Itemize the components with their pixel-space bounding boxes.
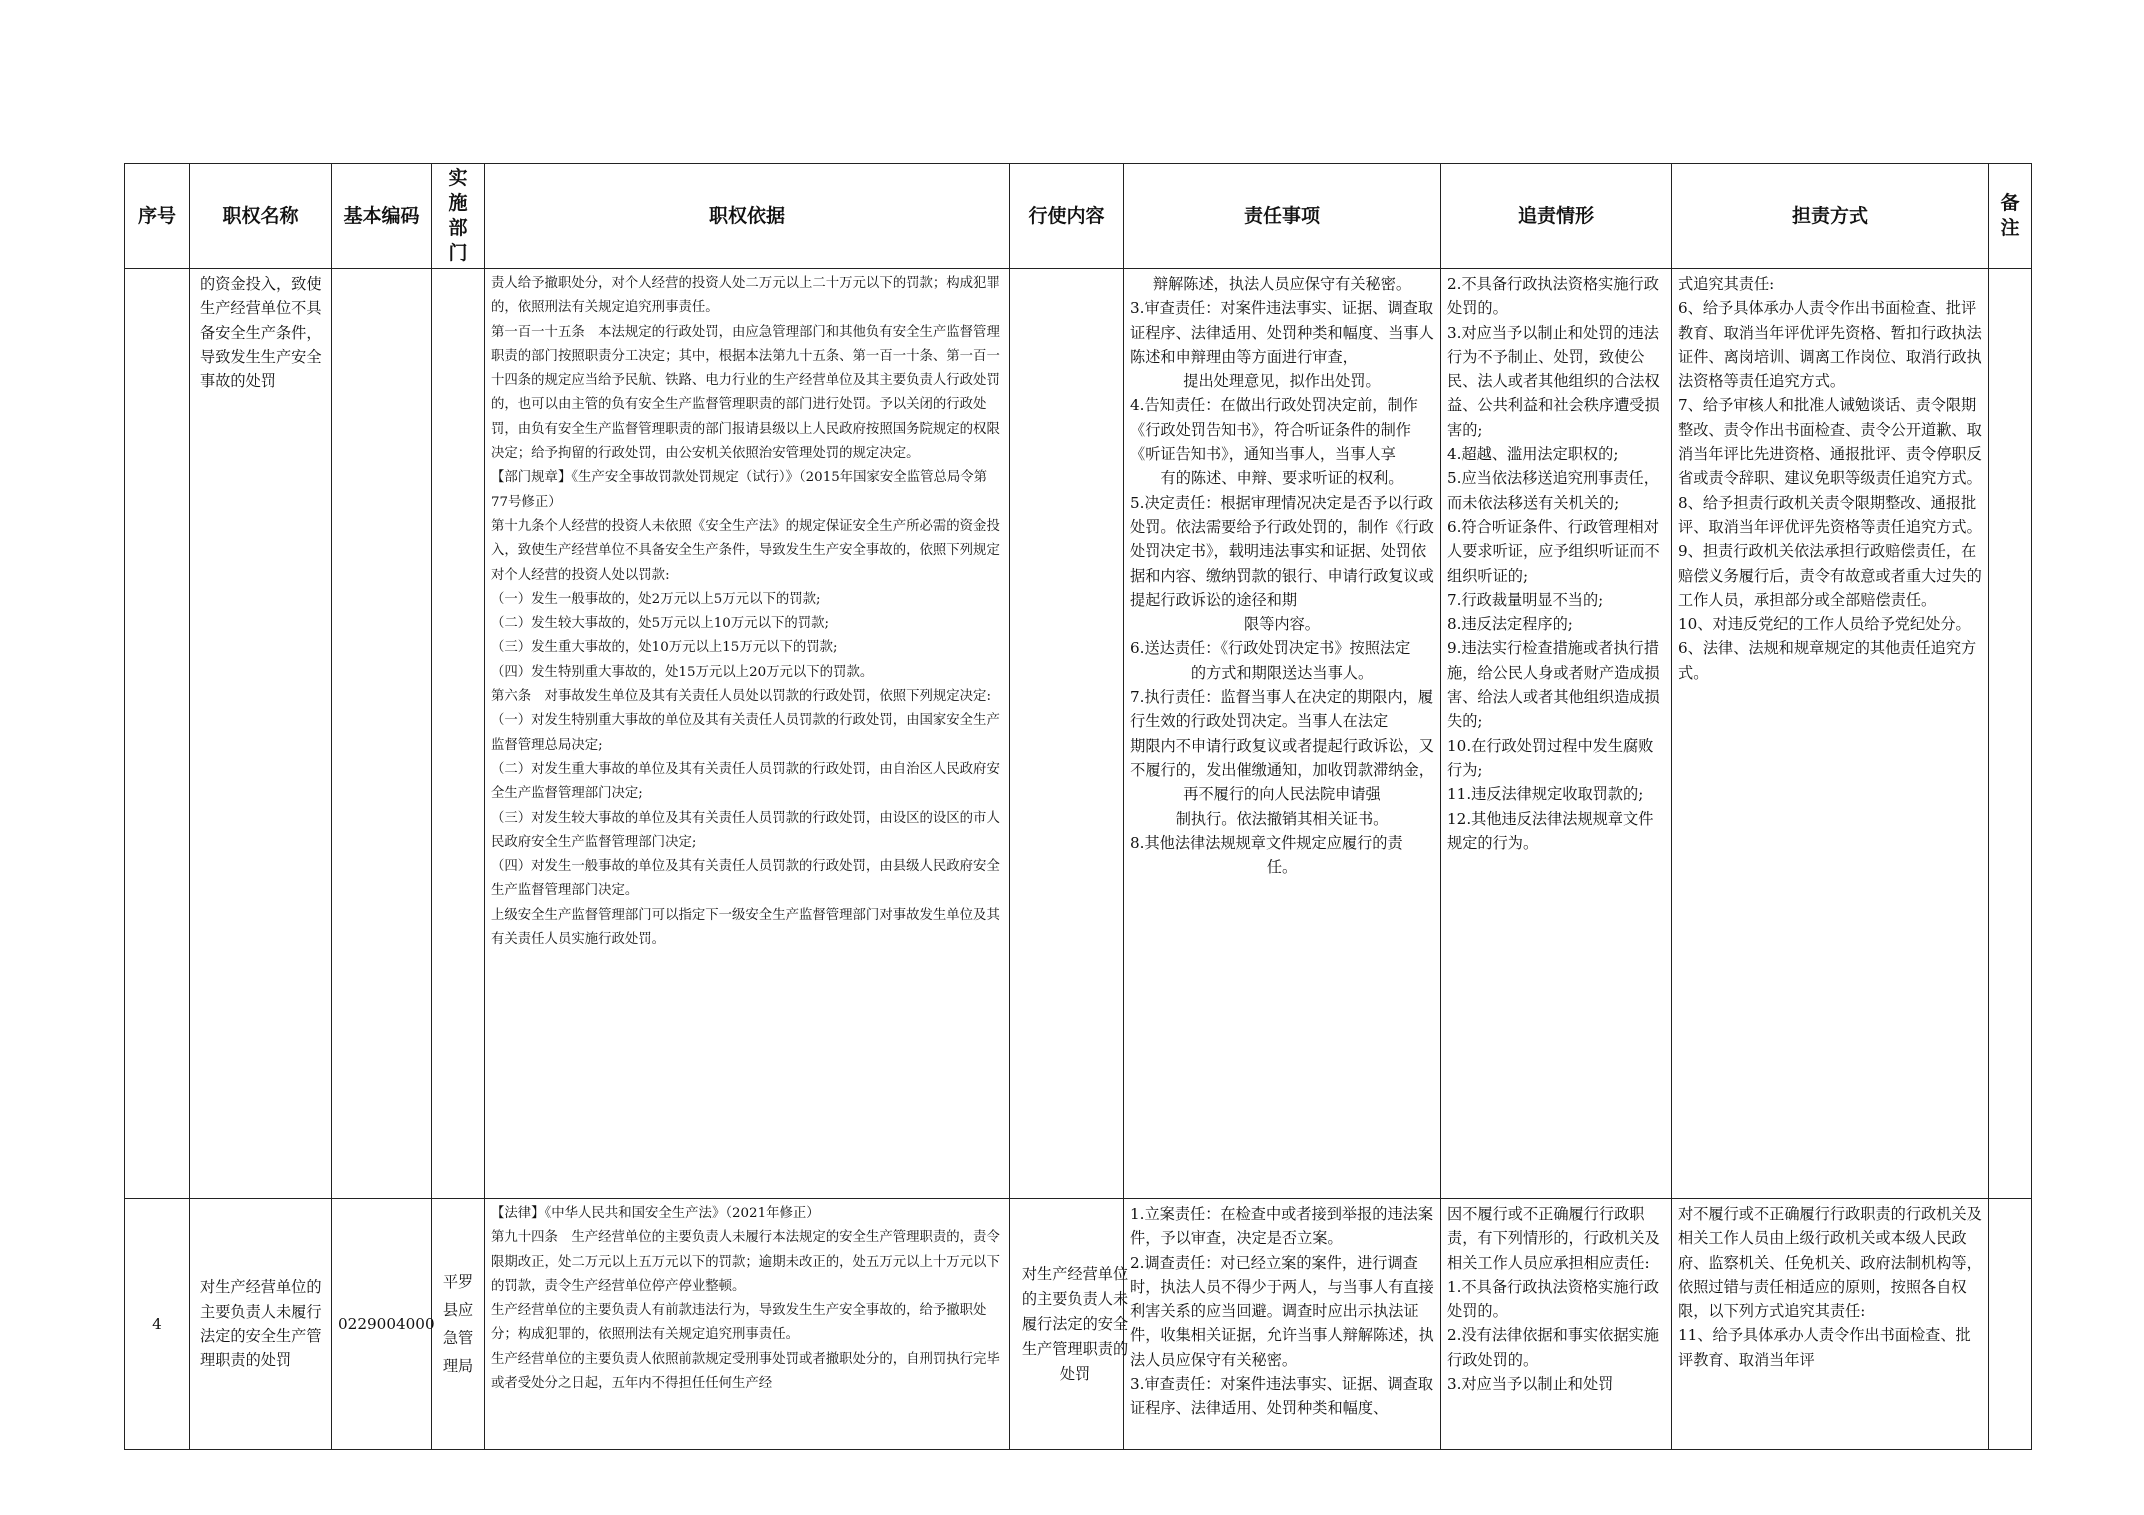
cell-paragraph: 的方式和期限送达当事人。 xyxy=(1190,663,1374,682)
cell-paragraph: 7.行政裁量明显不当的; xyxy=(1447,590,1604,609)
cell-paragraph: （一）发生一般事故的，处2万元以上5万元以下的罚款; xyxy=(491,591,821,607)
cell-power-name: 的资金投入，致使生产经营单位不具备安全生产条件，导致发生生产安全事故的处罚 xyxy=(190,269,332,1199)
header-dept xyxy=(432,164,485,269)
header-exercise: 行使内容 xyxy=(1010,164,1124,269)
cell-paragraph: 8、给予担责行政机关责令限期整改、通报批评、取消当年评优评先资格等责任追究方式。 xyxy=(1678,493,1982,536)
cell-paragraph: 3.对应当予以制止和处罚 xyxy=(1447,1375,1614,1394)
header-duty: 责任事项 xyxy=(1124,164,1441,269)
cell-paragraph: 6.送达责任：《行政处罚决定书》按照法定 xyxy=(1130,639,1411,658)
cell-paragraph: 2.不具备行政执法资格实施行政处罚的。 xyxy=(1447,275,1659,318)
cell-accountability xyxy=(1441,269,1672,1199)
cell-liability xyxy=(1672,269,1989,1199)
cell-paragraph: 9、担责行政机关依法承担行政赔偿责任，在赔偿义务履行后，责令有故意或者重大过失的工作人员，承担部分或全部赔偿责任。 xyxy=(1678,542,1982,609)
cell-paragraph: 因不履行或不正确履行行政职责，有下列情形的，行政机关及相关工作人员应承担相应责任: xyxy=(1447,1205,1660,1272)
cell-paragraph: （三）发生重大事故的，处10万元以上15万元以下的罚款; xyxy=(491,640,838,656)
cell-paragraph: （四）对发生一般事故的单位及其有关责任人员罚款的行政处罚，由县级人民政府安全生产监督管理部门决定。 xyxy=(491,859,1000,899)
cell-paragraph: 限等内容。 xyxy=(1244,615,1320,634)
header-code: 基本编码 xyxy=(332,164,432,269)
cell-paragraph: 5.应当依法移送追究刑事责任，而未依法移送有关机关的; xyxy=(1447,469,1659,512)
cell-seq xyxy=(125,269,190,1199)
header-remarks xyxy=(1989,164,2032,269)
cell-paragraph: 第六条 对事故发生单位及其有关责任人员处以罚款的行政处罚，依照下列规定决定: xyxy=(491,689,991,705)
cell-remarks xyxy=(1989,1199,2032,1450)
cell-code: 0229004000 xyxy=(332,1199,432,1450)
dept-name: 平罗县应急管理局 xyxy=(442,1273,474,1375)
table-row xyxy=(125,1199,2032,1450)
cell-paragraph: 10、对违反党纪的工作人员给予党纪处分。 xyxy=(1678,615,1971,634)
cell-paragraph: 【部门规章】《生产安全事故罚款处罚规定（试行）》（2015年国家安全监管总局令第77号修正） xyxy=(491,470,988,510)
cell-paragraph: 对不履行或不正确履行行政职责的行政机关及相关工作人员由上级行政机关或本级人民政府、监察机关、任免机关、政府法制机构等，依照过错与责任相适应的原则，按照各自权限，以下列方式追究其责任: xyxy=(1678,1205,1982,1321)
cell-paragraph: 4.超越、滥用法定职权的; xyxy=(1447,445,1619,464)
cell-paragraph: 期限内不申请行政复议或者提起行政诉讼，又不履行的，发出催缴通知，加收罚款滞纳金，再不履行的向人民法院申请强 xyxy=(1130,736,1434,804)
header-name: 职权名称 xyxy=(190,164,332,269)
cell-exercise xyxy=(1010,269,1124,1199)
cell-paragraph: 1.不具备行政执法资格实施行政处罚的。 xyxy=(1447,1277,1659,1321)
cell-seq: 4 xyxy=(125,1199,190,1450)
cell-paragraph: 生产经营单位的主要负责人有前款违法行为，导致发生生产安全事故的，给予撤职处分；构成犯罪的，依照刑法有关规定追究刑事责任。 xyxy=(491,1303,987,1343)
cell-paragraph: 制执行。依法撤销其相关证书。 xyxy=(1175,809,1389,828)
cell-paragraph: 4.告知责任：在做出行政处罚决定前，制作《行政处罚告知书》，符合听证条件的制作《听证告知书》，通知当事人，当事人享 xyxy=(1130,396,1418,464)
cell-paragraph: 8.违反法定程序的; xyxy=(1447,615,1573,634)
cell-paragraph: 2.没有法律依据和事实依据实施行政处罚的。 xyxy=(1447,1326,1659,1369)
cell-paragraph: 11、给予具体承办人责令作出书面检查、批评教育、取消当年评 xyxy=(1678,1326,1971,1369)
header-basis: 职权依据 xyxy=(485,164,1010,269)
cell-paragraph: 3.对应当予以制止和处罚的违法行为不予制止、处罚，致使公民、法人或者其他组织的合法权益、公共利益和社会秩序遭受损害的; xyxy=(1447,323,1660,439)
cell-accountability xyxy=(1441,1199,1672,1450)
cell-paragraph: 提出处理意见，拟作出处罚。 xyxy=(1183,372,1381,391)
cell-paragraph: 11.违反法律规定收取罚款的; xyxy=(1447,785,1644,804)
table-row xyxy=(125,269,2032,1199)
cell-paragraph: 3.审查责任：对案件违法事实、证据、调查取证程序、法律适用、处罚种类和幅度、 xyxy=(1130,1375,1434,1418)
cell-paragraph: 12.其他违反法律法规规章文件规定的行为。 xyxy=(1447,809,1654,852)
cell-paragraph: （三）对发生较大事故的单位及其有关责任人员罚款的行政处罚，由设区的设区的市人民政府安全生产监督管理部门决定; xyxy=(491,810,1000,850)
cell-paragraph: 3.审查责任：对案件违法事实、证据、调查取证程序、法律适用、处罚种类和幅度、当事人陈述和申辩理由等方面进行审查， xyxy=(1130,299,1434,366)
cell-paragraph: 上级安全生产监督管理部门可以指定下一级安全生产监督管理部门对事故发生单位及其有关责任人员实施行政处罚。 xyxy=(491,907,1000,948)
cell-dept xyxy=(432,1199,485,1450)
cell-dept xyxy=(432,269,485,1199)
cell-paragraph: 6、给予具体承办人责令作出书面检查、批评教育、取消当年评优评先资格、暂扣行政执法证件、离岗培训、调离工作岗位、取消行政执法资格等责任追究方式。 xyxy=(1678,299,1982,391)
cell-paragraph: 1.立案责任：在检查中或者接到举报的违法案件，予以审查，决定是否立案。 xyxy=(1130,1205,1434,1248)
cell-paragraph: 生产经营单位的主要负责人依照前款规定受刑事处罚或者撤职处分的，自刑罚执行完毕或者受处分之日起，五年内不得担任任何生产经 xyxy=(491,1351,1000,1392)
cell-paragraph: （一）对发生特别重大事故的单位及其有关责任人员罚款的行政处罚，由国家安全生产监督管理总局决定; xyxy=(491,713,1000,753)
cell-paragraph: 任。 xyxy=(1266,858,1298,877)
cell-paragraph: 有的陈述、申辩、要求听证的权利。 xyxy=(1160,469,1404,488)
cell-paragraph: 【法律】《中华人民共和国安全生产法》（2021年修正） xyxy=(491,1206,820,1221)
cell-basis xyxy=(485,1199,1010,1450)
cell-paragraph: （四）发生特别重大事故的，处15万元以上20万元以下的罚款。 xyxy=(491,664,874,680)
cell-paragraph: 7.执行责任：监督当事人在决定的期限内，履行生效的行政处罚决定。当事人在法定 xyxy=(1130,688,1434,731)
cell-paragraph: 2.调查责任：对已经立案的案件，进行调查时，执法人员不得少于两人，与当事人有直接利害关系的应当回避。调查时应出示执法证件，收集相关证据，允许当事人辩解陈述，执法人员应保守有关秘密。 xyxy=(1130,1253,1434,1369)
cell-paragraph: 7、给予审核人和批准人诫勉谈话、责令限期整改、责令作出书面检查、责令公开道歉、取消当年评比先进资格、通报批评、责令停职反省或责令辞职、建议免职等级责任追究方式。 xyxy=(1678,396,1982,488)
cell-code xyxy=(332,269,432,1199)
cell-power-name: 对生产经营单位的主要负责人未履行法定的安全生产管理职责的处罚 xyxy=(190,1199,332,1450)
cell-paragraph: 第九十四条 生产经营单位的主要负责人未履行本法规定的安全生产管理职责的，责令限期改正，处二万元以上五万元以下的罚款；逾期未改正的，处五万元以上十万元以下的罚款，责令生产经营单位停产停业整顿。 xyxy=(491,1230,1000,1294)
exercise-content: 对生产经营单位的主要负责人未履行法定的安全生产管理职责的处罚 xyxy=(1021,1264,1129,1383)
cell-duty xyxy=(1124,269,1441,1199)
cell-duty xyxy=(1124,1199,1441,1450)
table-header-row xyxy=(125,164,2032,269)
header-seq: 序号 xyxy=(125,164,190,269)
cell-paragraph: 第十九条个人经营的投资人未依照《安全生产法》的规定保证安全生产所必需的资金投入，致使生产经营单位不具备安全生产条件，导致发生生产安全事故的，依照下列规定对个人经营的投资人处以罚款: xyxy=(491,518,1000,583)
header-dept-label: 实施部门 xyxy=(448,167,468,264)
power-list-table xyxy=(124,163,2032,1450)
cell-remarks xyxy=(1989,269,2032,1199)
header-remarks-label: 备注 xyxy=(2000,192,2020,239)
cell-paragraph: （二）发生较大事故的，处5万元以上10万元以下的罚款; xyxy=(491,616,830,632)
cell-paragraph: 6.符合听证条件、行政管理相对人要求听证，应予组织听证而不组织听证的; xyxy=(1447,517,1660,585)
cell-paragraph: 责人给予撤职处分，对个人经营的投资人处二万元以上二十万元以下的罚款；构成犯罪的，依照刑法有关规定追究刑事责任。 xyxy=(491,276,1000,316)
cell-paragraph: 第一百一十五条 本法规定的行政处罚，由应急管理部门和其他负有安全生产监督管理职责的部门按照职责分工决定；其中，根据本法第九十五条、第一百一十条、第一百一十四条的规定应当给予民航、铁路、电力行业的生产经营单位及其主要负责人行政处罚的，也可以由主管的负有安全生产监督管理职责的部门进行处罚。予以关闭的行政处罚，由负有安全生产监督管理职责的部门报请县级以上人民政府按照国务院规定的权限决定；给予拘留的行政处罚，由公安机关依照治安管理处罚的规定决定。 xyxy=(491,324,1000,462)
cell-paragraph: 8.其他法律法规规章文件规定应履行的责 xyxy=(1130,833,1403,852)
cell-paragraph: 9.违法实行检查措施或者执行措施，给公民人身或者财产造成损害、给法人或者其他组织造成损失的; xyxy=(1447,639,1660,731)
cell-liability xyxy=(1672,1199,1989,1450)
cell-paragraph: 式追究其责任: xyxy=(1678,275,1775,293)
cell-basis xyxy=(485,269,1010,1199)
cell-paragraph: （二）对发生重大事故的单位及其有关责任人员罚款的行政处罚，由自治区人民政府安全生产监督管理部门决定; xyxy=(491,761,1000,802)
cell-paragraph: 10.在行政处罚过程中发生腐败行为; xyxy=(1447,736,1654,779)
cell-paragraph: 辩解陈述，执法人员应保守有关秘密。 xyxy=(1152,275,1412,293)
cell-paragraph: 5.决定责任：根据审理情况决定是否予以行政处罚。依法需要给予行政处罚的，制作《行政处罚决定书》，载明违法事实和证据、处罚依据和内容、缴纳罚款的银行、申请行政复议或提起行政诉讼的途径和期 xyxy=(1130,493,1434,609)
header-liability: 担责方式 xyxy=(1672,164,1989,269)
header-accountability: 追责情形 xyxy=(1441,164,1672,269)
cell-paragraph: 6、法律、法规和规章规定的其他责任追究方式。 xyxy=(1678,639,1977,682)
cell-exercise xyxy=(1010,1199,1129,1450)
